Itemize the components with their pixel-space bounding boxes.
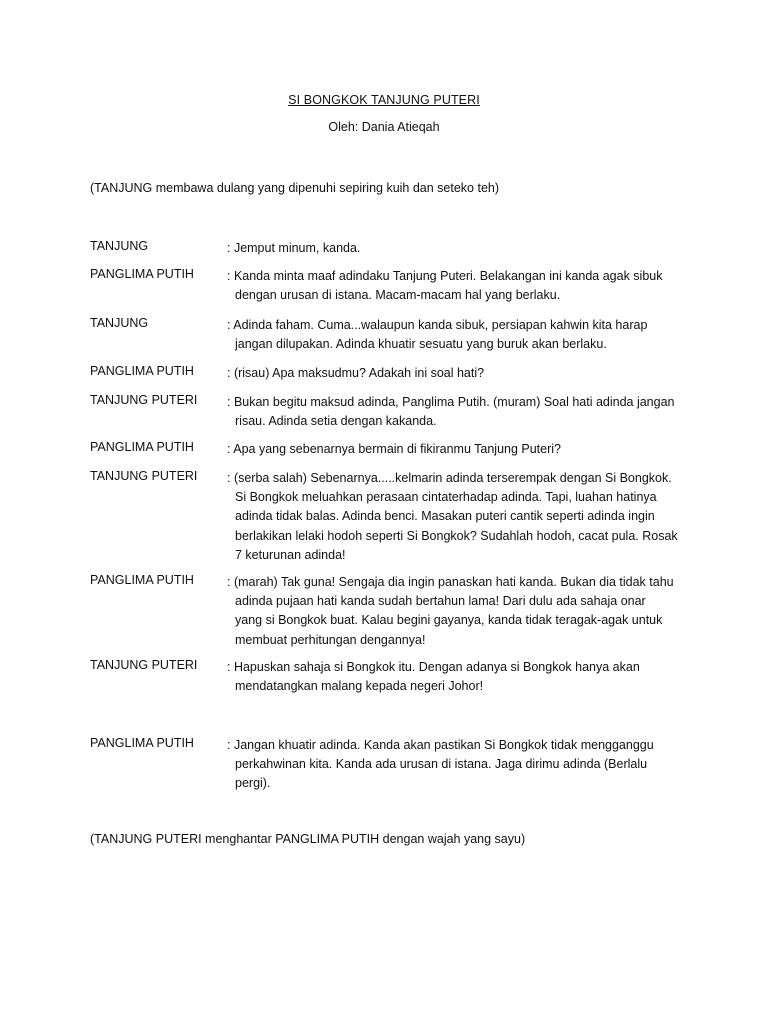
- speech-line: : Bukan begitu maksud adinda, Panglima Putih. (muram) Soal hati adinda jangan: [227, 395, 675, 409]
- speech-line: adinda tidak balas. Adinda benci. Masakan puteri cantik seperti adinda ingin: [235, 509, 655, 524]
- speaker-name: PANGLIMA PUTIH: [90, 440, 194, 454]
- speech-line: Si Bongkok meluahkan perasaan cintaterhadap adinda. Tapi, luahan hatinya: [235, 490, 657, 505]
- speech-text: [227, 316, 687, 354]
- speaker-name: PANGLIMA PUTIH: [90, 267, 194, 281]
- speech-line: : (marah) Tak guna! Sengaja dia ingin panaskan hati kanda. Bukan dia tidak tahu: [227, 575, 674, 589]
- speech-text: [227, 267, 687, 305]
- speech-line: mendatangkan malang kepada negeri Johor!: [235, 679, 484, 694]
- speech-line: risau. Adinda setia dengan kakanda.: [235, 414, 437, 429]
- speech-line: dengan urusan di istana. Macam-macam hal yang berlaku.: [235, 288, 561, 303]
- closing-stage-direction: (TANJUNG PUTERI menghantar PANGLIMA PUTIH dengan wajah yang sayu): [90, 832, 526, 846]
- speech-line: pergi).: [235, 776, 271, 791]
- speaker-name: PANGLIMA PUTIH: [90, 364, 194, 378]
- speech-text: [227, 736, 687, 794]
- speech-text: [227, 469, 687, 565]
- speech-text: [227, 573, 687, 650]
- speech-line: yang si Bongkok buat. Kalau begini gayanya, kanda tidak teragak-agak untuk: [235, 613, 663, 628]
- speaker-name: TANJUNG PUTERI: [90, 658, 198, 672]
- speech-line: : Hapuskan sahaja si Bongkok itu. Dengan adanya si Bongkok hanya akan: [227, 660, 640, 674]
- speech-line: : Kanda minta maaf adindaku Tanjung Puteri. Belakangan ini kanda agak sibuk: [227, 269, 663, 283]
- speech-line: : Adinda faham. Cuma...walaupun kanda sibuk, persiapan kahwin kita harap: [227, 318, 648, 332]
- script-author: Oleh: Dania Atieqah: [328, 120, 440, 134]
- speaker-name: PANGLIMA PUTIH: [90, 573, 194, 587]
- speech-line: : Apa yang sebenarnya bermain di fikiranmu Tanjung Puteri?: [227, 442, 562, 456]
- speech-line: jangan dilupakan. Adinda khuatir sesuatu yang buruk akan berlaku.: [235, 337, 607, 352]
- speaker-name: TANJUNG: [90, 239, 149, 253]
- speech-text: [227, 440, 687, 459]
- opening-stage-direction: (TANJUNG membawa dulang yang dipenuhi sepiring kuih dan seteko teh): [90, 181, 500, 195]
- speech-line: perkahwinan kita. Kanda ada urusan di istana. Jaga dirimu adinda (Berlalu: [235, 757, 648, 772]
- speech-text: [227, 658, 687, 696]
- speech-line: adinda pujaan hati kanda sudah bertahun lama! Dari dulu ada sahaja onar: [235, 594, 646, 609]
- speech-line: 7 keturunan adinda!: [235, 547, 346, 562]
- speech-line: membuat perhitungan dengannya!: [235, 632, 426, 647]
- speech-text: [227, 239, 687, 258]
- speaker-name: TANJUNG PUTERI: [90, 469, 198, 483]
- speech-line: berlakikan lelaki hodoh seperti Si Bongkok? Sudahlah hodoh, cacat pula. Rosak: [235, 528, 678, 543]
- speech-line: : (risau) Apa maksudmu? Adakah ini soal hati?: [227, 366, 485, 380]
- speaker-name: TANJUNG: [90, 316, 149, 330]
- speaker-name: TANJUNG PUTERI: [90, 393, 198, 407]
- speech-line: : (serba salah) Sebenarnya.....kelmarin adinda terserempak dengan Si Bongkok.: [227, 471, 672, 485]
- speech-text: [227, 393, 687, 431]
- speech-line: : Jemput minum, kanda.: [227, 241, 361, 255]
- speaker-name: PANGLIMA PUTIH: [90, 736, 194, 750]
- script-title: SI BONGKOK TANJUNG PUTERI: [288, 93, 480, 107]
- speech-text: [227, 364, 687, 383]
- speech-line: : Jangan khuatir adinda. Kanda akan pastikan Si Bongkok tidak mengganggu: [227, 738, 654, 752]
